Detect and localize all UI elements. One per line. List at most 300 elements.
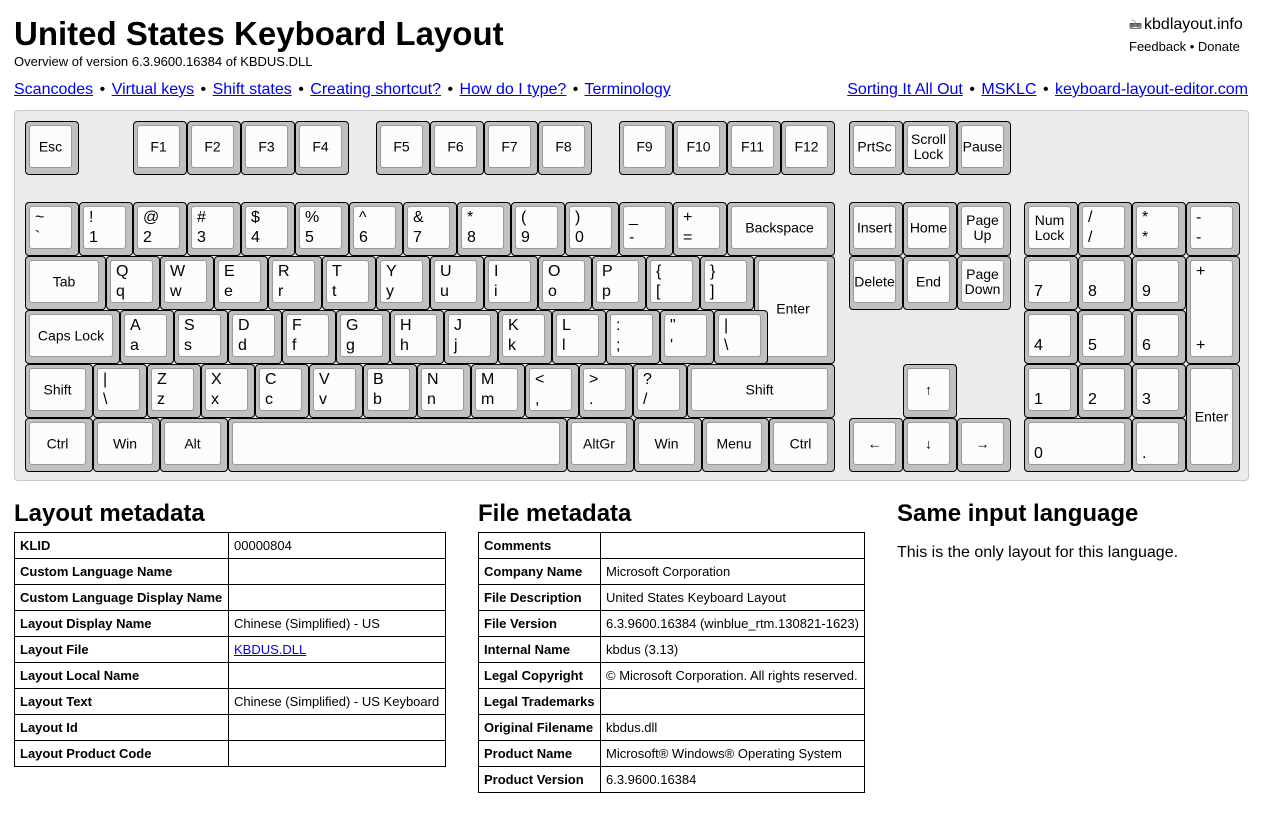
key-label: Tab [52,273,76,289]
key-f4[interactable] [295,121,349,175]
key-label: M [481,371,495,388]
key-label: < [535,371,545,388]
keycap [434,260,477,303]
key-label: ? [643,371,652,388]
key-row3-7[interactable] [498,310,552,364]
key-num-subtract[interactable] [1186,202,1240,256]
key-label: h [400,337,409,354]
key-label: 5 [1088,337,1097,354]
keycap [706,422,762,465]
key-arrow-right[interactable] [957,418,1011,472]
key-label: F10 [686,138,711,154]
key-num-multiply[interactable] [1132,202,1186,256]
nav-sorting-it-all-out[interactable]: Sorting It All Out [847,81,963,98]
key-label: / [643,391,648,408]
metadata-value [229,715,446,741]
keycap [1028,368,1071,411]
table-row [479,585,865,611]
key-label: . [1142,445,1147,462]
keycap [97,368,140,411]
keycap [232,314,275,357]
keycap [286,314,329,357]
key-row1-7[interactable] [403,202,457,256]
key-pause[interactable] [957,121,1011,175]
nav-sep: • [969,81,975,98]
keycap [29,206,72,249]
key-label: Shift [43,381,72,397]
key-label: ! [89,209,94,226]
key-row2-5[interactable] [376,256,430,310]
key-label: + [1196,263,1206,280]
key-label: / [1088,209,1093,226]
key-label: P [602,263,613,280]
key-row1-10[interactable] [565,202,619,256]
key-row1-2[interactable] [133,202,187,256]
keycap [421,368,464,411]
key-label: 2 [143,229,152,246]
key-f12[interactable] [781,121,835,175]
keycap [326,260,369,303]
key-label: Pause [962,138,1003,154]
metadata-key: Original Filename [479,715,601,741]
nav-links-right [847,81,1248,99]
key-row2-3[interactable] [268,256,322,310]
keycap [205,368,248,411]
keycap [1082,206,1125,249]
key-left-ctrl[interactable] [25,418,93,472]
key-row3-6[interactable] [444,310,498,364]
key-label: ↓ [925,435,932,451]
key-row3-1[interactable] [174,310,228,364]
nav-sep: • [447,81,454,98]
key-right-ctrl[interactable] [769,418,835,472]
keycap [29,260,99,303]
keycap [394,314,437,357]
keycap [758,260,828,357]
key-label: B [373,371,384,388]
nav-creating-shortcut[interactable]: Creating shortcut? [310,81,442,98]
keycap [340,314,383,357]
keycap [151,368,194,411]
key-label: 9 [521,229,530,246]
key-row2-4[interactable] [322,256,376,310]
nav-virtual-keys[interactable]: Virtual keys [111,81,195,98]
key-label: j [454,337,458,354]
key-row3-5[interactable] [390,310,444,364]
key-label: U [440,263,452,280]
key-f11[interactable] [727,121,781,175]
key-label: 8 [467,229,476,246]
metadata-value: kbdus.dll [601,715,865,741]
key-left-win[interactable] [93,418,160,472]
keycap [638,422,695,465]
keycap [1136,260,1179,303]
key-f6[interactable] [430,121,484,175]
key-label: E [224,263,235,280]
metadata-value: kbdus (3.13) [601,637,865,663]
key-row2-9[interactable] [592,256,646,310]
key-row2-6[interactable] [430,256,484,310]
key-label: L [562,317,571,334]
same-language-text: This is the only layout for this language. [897,544,1179,561]
key-backspace[interactable] [727,202,835,256]
keycap [1082,260,1125,303]
key-label: ` [35,229,41,246]
key-row4-5[interactable] [363,364,417,418]
key-num-2[interactable] [1132,256,1186,310]
keycap [97,422,153,465]
keycap [1190,368,1233,465]
key-row3-3[interactable] [282,310,336,364]
key-label: } [710,263,716,280]
keycap [29,422,86,465]
keycap [853,125,896,168]
metadata-key: File Description [479,585,601,611]
metadata-value [229,585,446,611]
key-num-enter[interactable] [1186,364,1240,472]
key-caps-lock[interactable] [25,310,120,364]
key-row3-9[interactable] [606,310,660,364]
key-label: ← [867,435,882,451]
key-row1-8[interactable] [457,202,511,256]
key-scroll-lock[interactable] [903,121,957,175]
key-f5[interactable] [376,121,430,175]
key-label: 9 [1142,283,1151,300]
key-label: w [170,283,182,300]
keycap [380,260,423,303]
key-row4-4[interactable] [309,364,363,418]
key-label: F5 [393,138,410,154]
key-label: End [916,273,941,289]
key-row1-5[interactable] [295,202,349,256]
key-altgr[interactable] [567,418,634,472]
keycap [907,206,950,249]
metadata-value [229,559,446,585]
key-insert[interactable] [849,202,903,256]
layout-file-link[interactable]: KBDUS.DLL [234,642,307,657]
table-row [479,663,865,689]
key-label: F2 [204,138,221,154]
key-label: m [481,391,495,408]
keycap [407,206,450,249]
site-brand [1129,16,1248,54]
keycap [704,260,747,303]
metadata-key: Layout Id [15,715,229,741]
metadata-value: Microsoft® Windows® Operating System [601,741,865,767]
key-label: K [508,317,519,334]
table-row [15,611,446,637]
key-label: Num [1034,211,1065,228]
key-label: * [1142,209,1149,226]
key-home[interactable] [903,202,957,256]
key-label: * [467,209,474,226]
keycap [299,125,342,168]
key-label: { [656,263,662,280]
key-arrow-up[interactable] [903,364,957,418]
key-label: 6 [359,229,368,246]
key-row3-2[interactable] [228,310,282,364]
key-row2-8[interactable] [538,256,592,310]
key-f2[interactable] [187,121,241,175]
keycap [556,314,599,357]
key-row1-11[interactable] [619,202,673,256]
keycap [853,260,896,303]
metadata-value: 00000804 [229,533,446,559]
key-label: PrtSc [857,138,892,154]
key-row4-10[interactable] [633,364,687,418]
keycap [124,314,167,357]
same-language-heading: Same input language [897,500,1139,527]
keycap [1028,206,1071,249]
key-label: D [238,317,250,334]
key-label: G [346,317,359,334]
keycap [272,260,315,303]
metadata-value: Chinese (Simplified) - US [229,611,446,637]
key-num-3[interactable] [1024,310,1078,364]
key-label: b [373,391,382,408]
key-row1-3[interactable] [187,202,241,256]
key-label: - [1196,229,1202,246]
key-label: : [616,317,621,334]
metadata-key: Layout Local Name [15,663,229,689]
nav-sep: • [200,81,207,98]
key-label: t [332,283,337,300]
keycap [718,314,761,357]
key-row3-4[interactable] [336,310,390,364]
keycap [731,125,774,168]
key-tab[interactable] [25,256,106,310]
keycap [637,368,680,411]
key-row4-7[interactable] [471,364,525,418]
key-label: F3 [258,138,275,154]
key-num-5[interactable] [1132,310,1186,364]
metadata-value: Microsoft Corporation [601,559,865,585]
key-row2-10[interactable] [646,256,700,310]
key-right-shift[interactable] [687,364,835,418]
key-num-6[interactable] [1024,364,1078,418]
nav-how-do-i-type[interactable]: How do I type? [459,81,567,98]
feedback-link[interactable]: Feedback [1129,39,1187,54]
key-label: ; [616,337,621,354]
key-label: F6 [447,138,464,154]
page-title: United States Keyboard Layout [14,15,504,52]
key-label: Ctrl [789,435,812,451]
keycap [137,125,180,168]
key-label: \ [724,337,729,354]
key-label: d [238,337,247,354]
key-arrow-left[interactable] [849,418,903,472]
key-delete[interactable] [849,256,903,310]
key-label: = [683,229,693,246]
key-label: n [427,391,436,408]
key-num-lock[interactable] [1024,202,1078,256]
key-label: p [602,283,611,300]
metadata-key: KLID [15,533,229,559]
table-row [479,637,865,663]
key-label: → [975,435,990,451]
keycap [623,206,666,249]
key-row3-0[interactable] [120,310,174,364]
key-row2-2[interactable] [214,256,268,310]
key-row2-11[interactable] [700,256,754,310]
key-label: + [1196,337,1206,354]
key-row3-11[interactable] [714,310,768,364]
site-name: kbdlayout.info [1144,16,1243,33]
key-num-1[interactable] [1078,256,1132,310]
metadata-key: File Version [479,611,601,637]
key-f1[interactable] [133,121,187,175]
file-metadata-table [478,532,865,793]
key-label: * [1142,229,1149,246]
keycap [1028,260,1071,303]
key-row2-7[interactable] [484,256,538,310]
key-label: N [427,371,439,388]
key-label: 5 [305,229,314,246]
key-row4-2[interactable] [201,364,255,418]
key-num-decimal[interactable] [1132,418,1186,472]
keycap [542,125,585,168]
key-row4-9[interactable] [579,364,633,418]
key-f10[interactable] [673,121,727,175]
metadata-value: 6.3.9600.16384 (winblue_rtm.130821-1623) [601,611,865,637]
nav-shift-states[interactable]: Shift states [212,81,292,98]
key-page-up[interactable] [957,202,1011,256]
nav-keyboard-layout-editor[interactable]: keyboard-layout-editor.com [1055,81,1248,98]
keycap [596,260,639,303]
key-num-7[interactable] [1078,364,1132,418]
key-label: A [130,317,141,334]
key-row2-1[interactable] [160,256,214,310]
key-label: F7 [501,138,518,154]
keycap [83,206,126,249]
key-num-4[interactable] [1078,310,1132,364]
table-row [15,559,446,585]
keycap [488,125,531,168]
key-right-win[interactable] [634,418,702,472]
key-label: f [292,337,297,354]
key-label: Y [386,263,397,280]
key-row4-6[interactable] [417,364,471,418]
key-row1-12[interactable] [673,202,727,256]
key-label: c [265,391,273,408]
keycap [1028,314,1071,357]
key-row4-3[interactable] [255,364,309,418]
key-label: k [508,337,516,354]
nav-sep: • [572,81,579,98]
key-left-alt[interactable] [160,418,228,472]
key-label: 4 [251,229,260,246]
keycap [380,125,423,168]
key-menu[interactable] [702,418,769,472]
key-row2-0[interactable] [106,256,160,310]
key-f3[interactable] [241,121,295,175]
keycap [907,260,950,303]
key-label: S [184,317,195,334]
keycap [664,314,707,357]
keycap [1190,260,1233,357]
nav-msklc[interactable]: MSKLC [981,81,1037,98]
key-row3-8[interactable] [552,310,606,364]
layout-metadata-table [14,532,446,767]
key-label: Page [966,265,999,282]
key-prtsc[interactable] [849,121,903,175]
key-label: " [670,317,676,334]
key-f9[interactable] [619,121,673,175]
keycap [29,368,86,411]
key-page-down[interactable] [957,256,1011,310]
key-row1-6[interactable] [349,202,403,256]
key-label: Menu [716,435,752,451]
key-row4-0[interactable] [93,364,147,418]
key-label: T [332,263,342,280]
key-label: Z [157,371,167,388]
keycap [1136,422,1179,465]
key-num-0[interactable] [1024,256,1078,310]
metadata-key: Company Name [479,559,601,585]
key-label: i [494,283,498,300]
key-label: C [265,371,277,388]
key-label: \ [103,391,108,408]
key-label: ] [710,283,715,300]
key-end[interactable] [903,256,957,310]
keycap [1136,206,1179,249]
key-label: Scroll [910,130,946,147]
key-label: Win [112,435,138,451]
nav-terminology[interactable]: Terminology [584,81,671,98]
nav-scancodes[interactable]: Scancodes [14,81,94,98]
key-label: ↑ [925,381,932,397]
keycap [691,368,828,411]
key-space[interactable] [228,418,567,472]
key-left-shift[interactable] [25,364,93,418]
key-label: Enter [1194,408,1229,424]
key-row4-1[interactable] [147,364,201,418]
key-row1-0[interactable] [25,202,79,256]
key-row1-4[interactable] [241,202,295,256]
key-arrow-down[interactable] [903,418,957,472]
metadata-key: Layout Product Code [15,741,229,767]
key-num-add[interactable] [1186,256,1240,364]
key-label: u [440,283,449,300]
keycap [542,260,585,303]
key-row3-10[interactable] [660,310,714,364]
key-row1-1[interactable] [79,202,133,256]
metadata-value: United States Keyboard Layout [601,585,865,611]
key-esc[interactable] [25,121,79,175]
key-label: V [319,371,330,388]
key-row4-8[interactable] [525,364,579,418]
key-f7[interactable] [484,121,538,175]
key-row1-9[interactable] [511,202,565,256]
metadata-value [601,689,865,715]
keycap [1136,314,1179,357]
key-num-divide[interactable] [1078,202,1132,256]
key-f8[interactable] [538,121,592,175]
table-row [479,767,865,793]
key-label: 7 [1034,283,1043,300]
key-num-8[interactable] [1132,364,1186,418]
table-row [479,715,865,741]
metadata-key: Comments [479,533,601,559]
metadata-value [229,663,446,689]
donate-link[interactable]: Donate [1197,39,1240,54]
key-label-group [1029,213,1070,243]
key-num-0[interactable] [1024,418,1132,472]
key-label: Caps Lock [37,327,105,343]
metadata-value: Chinese (Simplified) - US Keyboard [229,689,446,715]
site-link[interactable] [1129,16,1248,38]
key-label: - [1196,209,1202,226]
